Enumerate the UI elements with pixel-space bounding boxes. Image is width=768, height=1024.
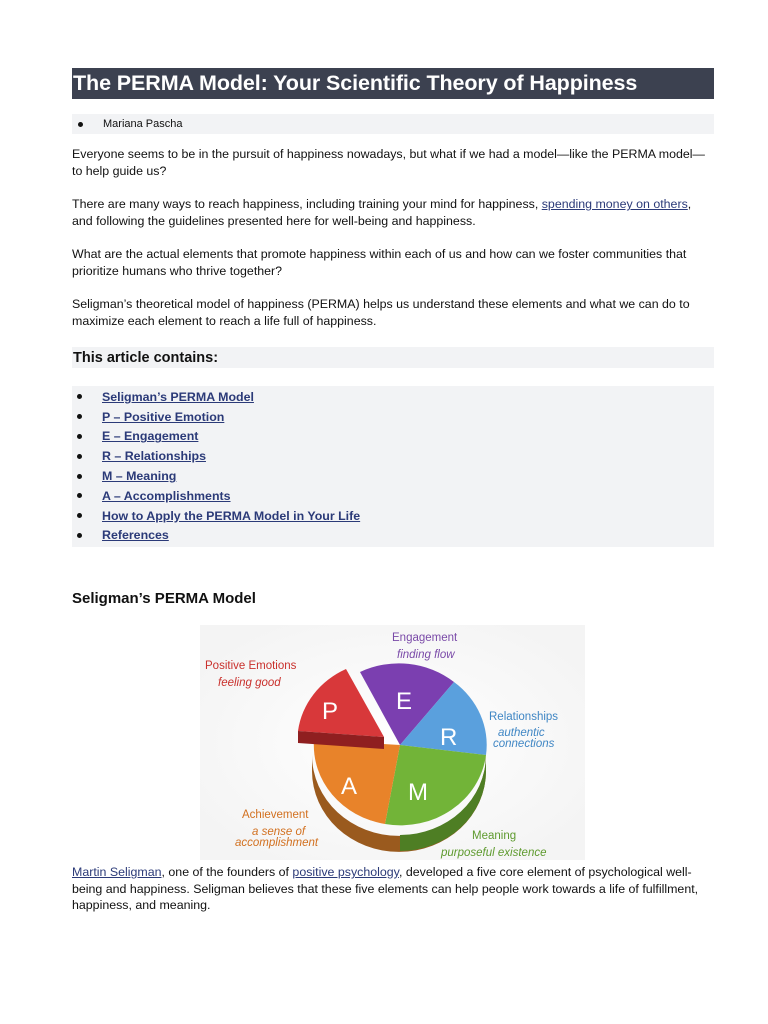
toc-item xyxy=(72,407,714,427)
sublabel-feeling-good: feeling good xyxy=(218,677,281,689)
bullet-icon xyxy=(78,122,83,127)
bullet-icon xyxy=(77,513,82,518)
letter-e: E xyxy=(396,688,413,715)
toc-item xyxy=(72,466,714,486)
toc-link-accomplishments[interactable]: A – Accomplishments xyxy=(102,488,231,503)
positive-psychology-link[interactable]: positive psychology xyxy=(292,865,399,879)
bullet-icon xyxy=(77,414,82,419)
letter-a: A xyxy=(341,773,358,800)
letter-m: M xyxy=(408,779,428,806)
title-bar xyxy=(72,68,714,99)
toc-link-perma-model[interactable]: Seligman’s PERMA Model xyxy=(102,389,254,404)
table-of-contents xyxy=(72,386,714,547)
toc-link-relationships[interactable]: R – Relationships xyxy=(102,449,206,464)
sublabel-a-sense-of: a sense of xyxy=(252,826,306,838)
toc-heading: This article contains: xyxy=(73,349,219,366)
bullet-icon xyxy=(77,454,82,459)
seligman-paragraph xyxy=(72,864,714,914)
bullet-icon xyxy=(77,434,82,439)
bullet-icon xyxy=(77,533,82,538)
toc-link-references[interactable]: References xyxy=(102,528,169,543)
intro-paragraph-3: What are the actual elements that promote happiness within each of us and how can we foster communities that prioritize humans who thrive together? xyxy=(72,247,687,278)
label-engagement: Engagement xyxy=(392,632,458,644)
toc-link-positive-emotion[interactable]: P – Positive Emotion xyxy=(102,409,225,424)
label-positive-emotions: Positive Emotions xyxy=(205,660,297,672)
seligman-text-after: , developed a five core element of psychological well-being and happiness. Seligman believes that these five elements can help people work towards a life of fulfillment, happiness, and meaning. xyxy=(72,865,699,912)
section-heading: Seligman’s PERMA Model xyxy=(72,590,256,608)
intro-paragraph-2 xyxy=(72,196,714,229)
toc-item xyxy=(72,387,714,407)
label-meaning: Meaning xyxy=(472,830,517,842)
label-relationships: Relationships xyxy=(489,711,559,723)
page-title: The PERMA Model: Your Scientific Theory of Happiness xyxy=(73,71,638,95)
spending-money-link[interactable]: spending money on others xyxy=(541,197,688,211)
toc-heading-bar xyxy=(72,347,714,368)
toc-item xyxy=(72,446,714,466)
intro-paragraph-4: Seligman’s theoretical model of happiness (PERMA) helps us understand these elements and what we can do to maximize each element to reach a life full of happiness. xyxy=(72,297,690,328)
toc-link-engagement[interactable]: E – Engagement xyxy=(102,429,199,444)
toc-item xyxy=(72,526,714,546)
intro-paragraph-1: Everyone seems to be in the pursuit of happiness nowadays, but what if we had a model—like the PERMA model—to help guide us? xyxy=(72,147,705,178)
sublabel-authentic: authentic xyxy=(498,727,545,739)
bullet-icon xyxy=(77,394,82,399)
bullet-icon xyxy=(77,474,82,479)
sublabel-finding-flow: finding flow xyxy=(397,649,455,661)
letter-r: R xyxy=(440,724,458,751)
toc-item xyxy=(72,506,714,526)
author-row xyxy=(72,114,714,134)
label-achievement: Achievement xyxy=(242,809,309,821)
bullet-icon xyxy=(77,493,82,498)
document-page xyxy=(72,68,714,607)
toc-item xyxy=(72,427,714,447)
toc-item xyxy=(72,486,714,506)
seligman-text-mid: , one of the founders of xyxy=(161,865,293,879)
toc-link-meaning[interactable]: M – Meaning xyxy=(102,469,177,484)
martin-seligman-link[interactable]: Martin Seligman xyxy=(72,865,162,879)
intro-p2-text-after: , and following the guidelines presented here for well-being and happiness. xyxy=(72,197,692,228)
toc-link-apply-perma[interactable]: How to Apply the PERMA Model in Your Life xyxy=(102,508,361,523)
letter-p: P xyxy=(322,698,339,725)
perma-pie-svg xyxy=(200,625,585,860)
sublabel-purposeful-existence: purposeful existence xyxy=(441,847,547,859)
author-name: Mariana Pascha xyxy=(103,118,183,130)
sublabel-connections: connections xyxy=(493,738,555,750)
sublabel-accomplishment: accomplishment xyxy=(235,837,319,849)
perma-diagram xyxy=(200,625,585,860)
intro-p2-text-before: There are many ways to reach happiness, including training your mind for happiness, xyxy=(72,197,542,211)
